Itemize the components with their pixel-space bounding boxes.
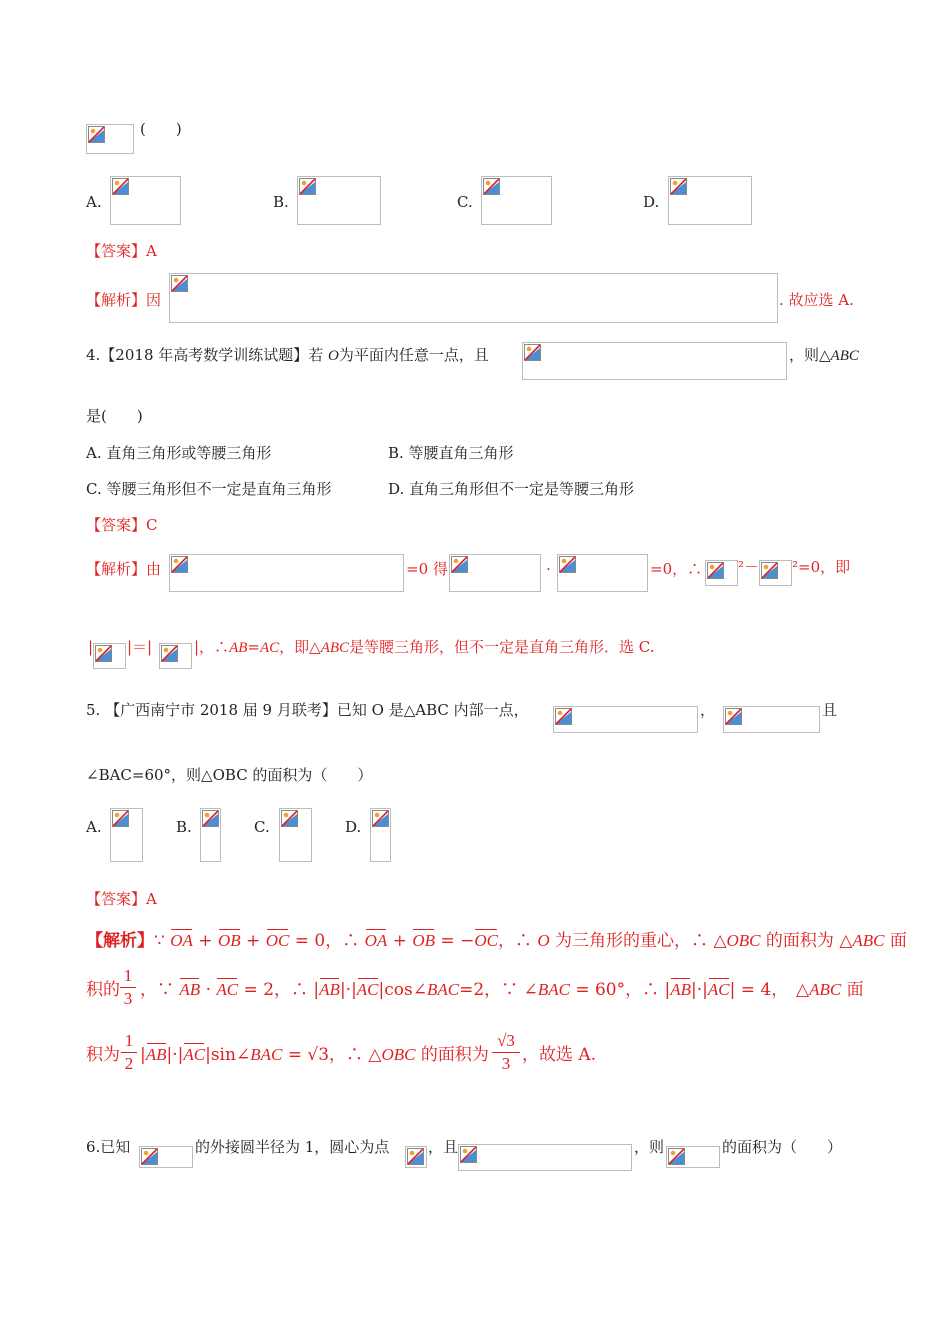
q6-stem-t3: ，则 xyxy=(634,1138,665,1156)
answer-label: 【答案】 xyxy=(86,242,147,260)
q4-analysis-eq0b: =0，∴ xyxy=(650,560,703,578)
answer-value: A xyxy=(146,242,157,260)
q5-stem-line2: ∠BAC=60°，则△OBC 的面积为（ ） xyxy=(86,766,373,784)
q5-analysis-row3-b: |AB|·|AC|sin∠BAC = √3，∴ △OBC 的面积为 xyxy=(140,1042,489,1068)
q3-option-a-image xyxy=(110,176,181,225)
q5-option-c-label: C. xyxy=(254,818,270,836)
q5-option-c-image xyxy=(279,808,312,862)
q4-analysis-label: 【解析】由 xyxy=(86,560,162,578)
q3-answer xyxy=(86,241,157,261)
q3-analysis-image xyxy=(169,273,778,323)
broken-image-icon xyxy=(707,562,724,579)
q4-condition-image xyxy=(522,342,787,380)
q4-stem-line2: 是( ) xyxy=(86,407,143,425)
q6-stem-t4: 的面积为（ ） xyxy=(722,1138,843,1156)
fraction-one-half: 1 2 xyxy=(121,1031,137,1074)
broken-image-icon xyxy=(407,1148,424,1165)
q5-condition-image-1 xyxy=(553,706,698,733)
fraction-one-third: 1 3 xyxy=(120,966,136,1009)
q3-option-d-image xyxy=(668,176,752,225)
q5-analysis-row2-end: △ABC 面 xyxy=(796,980,864,1000)
broken-image-icon xyxy=(555,708,572,725)
q5-option-d-label: D. xyxy=(345,818,362,836)
q6-stem-t2: ，且 xyxy=(428,1138,459,1156)
broken-image-icon xyxy=(451,556,468,573)
q4-analysis-l2-mid: |＝| xyxy=(127,638,153,656)
q3-option-d-label: D. xyxy=(643,193,660,211)
q5-option-d-image xyxy=(370,808,391,862)
q5-analysis-row2-b: ，∵ AB · AC = 2，∴ |AB|·|AC|cos∠BAC=2，∵ ∠BAC = 60°，∴ |AB|·|AC| = 4， xyxy=(140,977,788,1003)
q4-analysis-sq2: ²=0，即 xyxy=(792,558,851,576)
q4-analysis-dot: · xyxy=(546,560,551,578)
q4-stem: 4.【2018 年高考数学训练试题】若 O为平面内任意一点，且 xyxy=(86,346,489,364)
q5-stem: 5. 【广西南宁市 2018 届 9 月联考】已知 O 是△ABC 内部一点， xyxy=(86,701,529,719)
broken-image-icon xyxy=(112,810,129,827)
q5-option-b-label: B. xyxy=(176,818,192,836)
q4-analysis-image-6 xyxy=(93,643,126,669)
q4-option-b: B. 等腰直角三角形 xyxy=(388,444,514,462)
broken-image-icon xyxy=(670,178,687,195)
q4-analysis-image-4 xyxy=(705,560,738,586)
broken-image-icon xyxy=(761,562,778,579)
broken-image-icon xyxy=(524,344,541,361)
broken-image-icon xyxy=(112,178,129,195)
q3-option-b-image xyxy=(297,176,381,225)
q3-option-c-image xyxy=(481,176,552,225)
broken-image-icon xyxy=(161,645,178,662)
broken-image-icon xyxy=(171,275,188,292)
q5-option-a-label: A. xyxy=(86,818,102,836)
broken-image-icon xyxy=(460,1146,477,1163)
q4-analysis-image-5 xyxy=(759,560,792,586)
q5-comma: ， xyxy=(700,701,716,719)
q4-option-d: D. 直角三角形但不一定是等腰三角形 xyxy=(388,480,635,498)
q3-paren: ( ) xyxy=(140,120,182,138)
q4-analysis-l2-text: |，∴AB=AC，即△ABC是等腰三角形，但不一定是直角三角形．选 C. xyxy=(194,638,655,656)
q5-analysis-row3-a: 积为 xyxy=(86,1045,120,1065)
broken-image-icon xyxy=(668,1148,685,1165)
broken-image-icon xyxy=(725,708,742,725)
q6-image-4 xyxy=(666,1146,720,1168)
broken-image-icon xyxy=(281,810,298,827)
q4-option-c: C. 等腰三角形但不一定是直角三角形 xyxy=(86,480,332,498)
q4-answer: 【答案】C xyxy=(86,516,158,534)
fraction-root3-over-3: √3 3 xyxy=(492,1031,520,1074)
broken-image-icon xyxy=(141,1148,158,1165)
q3-option-a-label: A. xyxy=(86,193,102,211)
broken-image-icon xyxy=(483,178,500,195)
q5-option-a-image xyxy=(110,808,143,862)
broken-image-icon xyxy=(171,556,188,573)
q6-stem-prefix: 6.已知 xyxy=(86,1138,131,1156)
broken-image-icon xyxy=(299,178,316,195)
q4-analysis-eq0: =0 得 xyxy=(406,560,448,578)
q3-option-b-label: B. xyxy=(273,193,289,211)
q5-analysis-row2-a: 积的 xyxy=(86,980,120,1000)
broken-image-icon xyxy=(202,810,219,827)
q3-stem-image xyxy=(86,124,134,154)
q5-option-b-image xyxy=(200,808,221,862)
q3-analysis-end: . 故应选 A. xyxy=(779,291,854,309)
q4-analysis-image-1 xyxy=(169,554,404,592)
broken-image-icon xyxy=(372,810,389,827)
q4-option-a: A. 直角三角形或等腰三角形 xyxy=(86,444,272,462)
q4-analysis-image-7 xyxy=(159,643,192,669)
broken-image-icon xyxy=(88,126,105,143)
q5-analysis-row1: 【解析】∵ OA + OB + OC = 0，∴ OA + OB = −OC，∴ O 为三角形的重心，∴ △OBC 的面积为 △ABC 面 xyxy=(86,928,907,954)
q4-analysis-l2-open: | xyxy=(88,638,94,656)
q6-image-2 xyxy=(405,1146,427,1168)
q5-condition-image-2 xyxy=(723,706,820,733)
q6-image-1 xyxy=(139,1146,193,1168)
q6-stem-t1: 的外接圆半径为 1，圆心为点 xyxy=(195,1138,390,1156)
q3-analysis-label: 【解析】因 xyxy=(86,291,162,309)
q4-analysis-image-2 xyxy=(449,554,541,592)
q4-analysis-sq1: ²－ xyxy=(738,558,760,576)
broken-image-icon xyxy=(559,556,576,573)
q6-image-3 xyxy=(458,1144,632,1171)
q4-analysis-image-3 xyxy=(557,554,648,592)
q5-analysis-row3-end: ，故选 A. xyxy=(522,1045,597,1065)
q4-stem-end: ，则△ABC xyxy=(789,346,859,364)
broken-image-icon xyxy=(95,645,112,662)
q3-option-c-label: C. xyxy=(457,193,473,211)
q5-qie: 且 xyxy=(822,701,838,719)
q5-answer: 【答案】A xyxy=(86,890,157,908)
